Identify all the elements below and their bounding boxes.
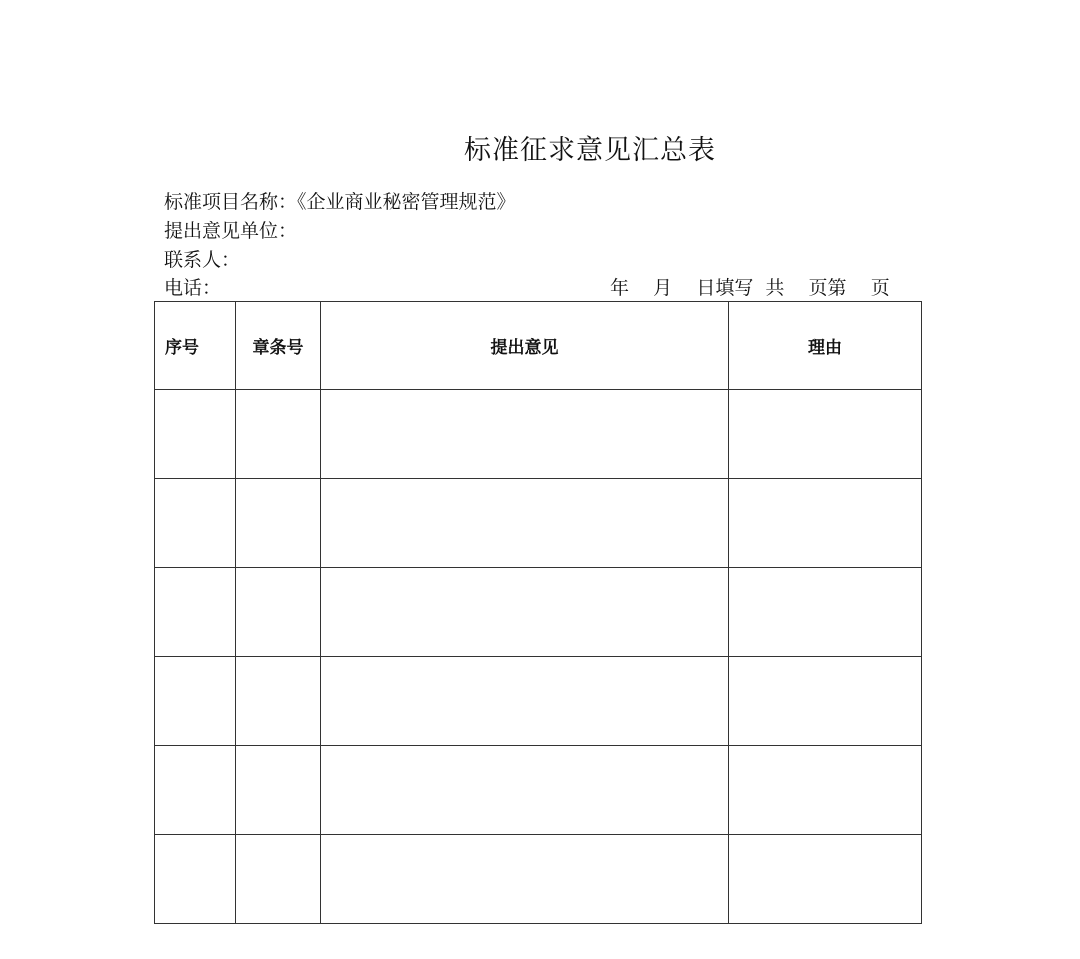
opinion-cell[interactable] [321, 479, 729, 568]
clause-number-cell[interactable] [236, 479, 321, 568]
table-row [155, 657, 922, 746]
reason-cell[interactable] [729, 568, 922, 657]
reason-cell[interactable] [729, 479, 922, 568]
serial-number-cell[interactable] [155, 746, 236, 835]
table-row [155, 390, 922, 479]
header-serial-number: 序号 [155, 302, 236, 390]
fill-date-page-line: 年 月 日填写 共 页第 页 [610, 277, 890, 299]
phone-field: 电话： [164, 277, 222, 299]
serial-number-cell[interactable] [155, 568, 236, 657]
opinion-cell[interactable] [321, 568, 729, 657]
reason-cell[interactable] [729, 835, 922, 924]
header-clause-number: 章条号 [236, 302, 321, 390]
document-title: 标准征求意见汇总表 [464, 135, 716, 166]
reason-cell[interactable] [729, 657, 922, 746]
clause-number-cell[interactable] [236, 657, 321, 746]
table-row [155, 479, 922, 568]
reason-cell[interactable] [729, 746, 922, 835]
opinion-cell[interactable] [321, 657, 729, 746]
header-opinion: 提出意见 [321, 302, 729, 390]
header-reason: 理由 [729, 302, 922, 390]
opinion-cell[interactable] [321, 746, 729, 835]
table-row [155, 746, 922, 835]
clause-number-cell[interactable] [236, 746, 321, 835]
table-body [155, 390, 922, 924]
serial-number-cell[interactable] [155, 479, 236, 568]
table-row [155, 835, 922, 924]
project-name-field: 标准项目名称：《企业商业秘密管理规范》 [164, 191, 516, 213]
serial-number-cell[interactable] [155, 835, 236, 924]
clause-number-cell[interactable] [236, 568, 321, 657]
reason-cell[interactable] [729, 390, 922, 479]
opinion-cell[interactable] [321, 390, 729, 479]
contact-field: 联系人： [164, 249, 241, 271]
opinions-table [154, 301, 922, 924]
table-header-row [155, 302, 922, 390]
table-row [155, 568, 922, 657]
serial-number-cell[interactable] [155, 390, 236, 479]
opinion-cell[interactable] [321, 835, 729, 924]
serial-number-cell[interactable] [155, 657, 236, 746]
submitter-unit-field: 提出意见单位： [164, 220, 298, 242]
clause-number-cell[interactable] [236, 390, 321, 479]
clause-number-cell[interactable] [236, 835, 321, 924]
